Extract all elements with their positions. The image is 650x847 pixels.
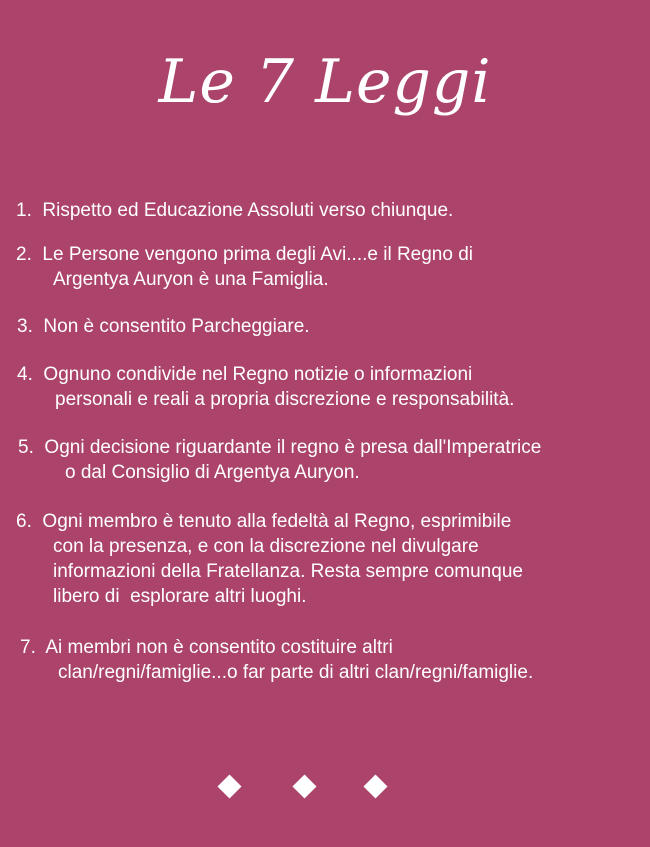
law-7-text-2: clan/regni/famiglie...o far parte di altri clan/regni/famiglie. xyxy=(58,662,534,683)
law-3-line-1 xyxy=(17,314,310,339)
law-4-number: 4. xyxy=(17,364,33,385)
law-5-number: 5. xyxy=(18,437,34,458)
law-6-line-1 xyxy=(16,509,523,534)
law-2-text-1: Le Persone vengono prima degli Avi....e il Regno di xyxy=(42,244,474,265)
law-2-line-1 xyxy=(16,242,473,267)
law-6 xyxy=(16,509,523,609)
law-3-number: 3. xyxy=(17,316,33,337)
law-6-number: 6. xyxy=(16,511,32,532)
law-4-text-2: personali e reali a propria discrezione e responsabilità. xyxy=(55,389,515,410)
law-6-text-4: libero di esplorare altri luoghi. xyxy=(53,586,307,607)
law-7 xyxy=(20,635,533,685)
law-7-text-1: Ai membri non è consentito costituire altri xyxy=(45,637,393,658)
law-4-line-1 xyxy=(17,362,514,387)
law-5 xyxy=(18,435,541,485)
diamond-icon xyxy=(363,774,387,798)
diamond-icon xyxy=(292,774,316,798)
law-2 xyxy=(16,242,473,292)
law-6-text-2: con la presenza, e con la discrezione nel divulgare xyxy=(53,536,479,557)
law-2-number: 2. xyxy=(16,244,32,265)
law-5-line-1 xyxy=(18,435,541,460)
page-title: Le 7 Leggi xyxy=(158,47,492,117)
law-2-text-2: Argentya Auryon è una Famiglia. xyxy=(53,269,329,290)
law-4 xyxy=(17,362,514,412)
law-7-number: 7. xyxy=(20,637,36,658)
law-5-text-1: Ogni decisione riguardante il regno è presa dall'Imperatrice xyxy=(44,437,542,458)
law-7-line-1 xyxy=(20,635,533,660)
law-4-text-1: Ognuno condivide nel Regno notizie o informazioni xyxy=(43,364,473,385)
law-1-text: Rispetto ed Educazione Assoluti verso chiunque. xyxy=(42,200,454,221)
law-6-text-3: informazioni della Fratellanza. Resta sempre comunque xyxy=(53,561,523,582)
diamond-icon xyxy=(217,774,241,798)
diamond-ornament xyxy=(0,772,650,806)
law-5-text-2: o dal Consiglio di Argentya Auryon. xyxy=(65,462,360,483)
law-3 xyxy=(17,314,310,339)
law-1 xyxy=(16,198,453,223)
law-6-text-1: Ogni membro è tenuto alla fedeltà al Regno, esprimibile xyxy=(42,511,512,532)
law-3-text: Non è consentito Parcheggiare. xyxy=(43,316,310,337)
law-1-number: 1. xyxy=(16,200,32,221)
law-1-line-1 xyxy=(16,198,453,223)
